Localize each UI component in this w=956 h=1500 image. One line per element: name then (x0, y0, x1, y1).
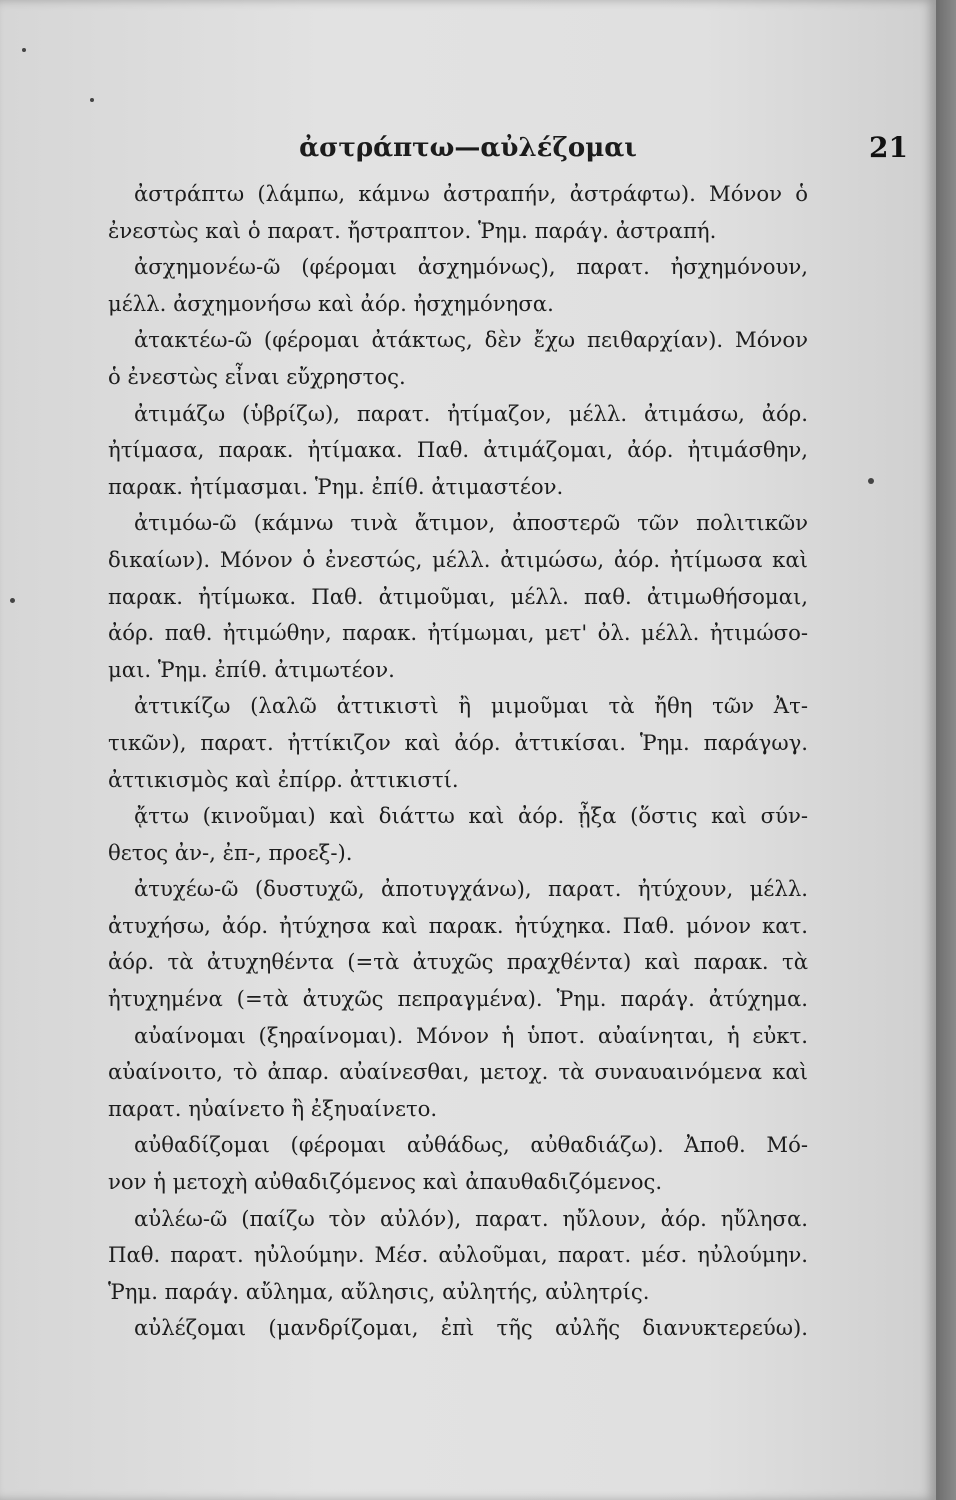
dictionary-entries (108, 176, 808, 1347)
speck-mark (90, 98, 94, 102)
entry-headline: ᾄττω (κινοῦμαι) καὶ διάττω καὶ ἀόρ. ᾖξα (ὅστις καὶ σύν- (134, 803, 808, 829)
entry-headline: ἀτυχέω-ῶ (δυστυχῶ, ἀποτυγχάνω), παρατ. ἠτύχουν, μέλλ. (134, 876, 808, 902)
entry-continuation-line: νον ἡ μετοχὴ αὐθαδιζόμενος καὶ ἀπαυθαδιζόμενος. (108, 1169, 663, 1195)
entry-continuation-line: τικῶν), παρατ. ἠττίκιζον καὶ ἀόρ. ἀττικίσαι. Ῥημ. παράγωγ. (108, 729, 808, 755)
entry-continuation-line: ἀττικισμὸς καὶ ἐπίρρ. ἀττικιστί. (108, 766, 459, 792)
entry-headline: ἀτιμόω-ῶ (κάμνω τινὰ ἄτιμον, ἀποστερῶ τῶν πολιτικῶν (134, 510, 808, 536)
entry-headline: αὐλέζομαι (μανδρίζομαι, ἐπὶ τῆς αὐλῆς διανυκτερεύω). (134, 1315, 808, 1341)
entry-continuation-line: ἐνεστὼς καὶ ὁ παρατ. ἤστραπτον. Ῥημ. παράγ. ἀστραπή. (108, 217, 717, 243)
entry-headline: αὐλέω-ῶ (παίζω τὸν αὐλόν), παρατ. ηὔλουν, ἀόρ. ηὔλησα. (134, 1205, 808, 1231)
entry-continuation-line: ὁ ἐνεστὼς εἶναι εὔχρηστος. (108, 363, 406, 389)
entry-continuation-line: ἠτίμασα, παρακ. ἠτίμακα. Παθ. ἀτιμάζομαι, ἀόρ. ἠτιμάσθην, (108, 437, 808, 463)
entry-headline: ἀττικίζω (λαλῶ ἀττικιστὶ ἢ μιμοῦμαι τὰ ἤθη τῶν Ἀτ- (134, 693, 808, 719)
running-header (0, 128, 936, 168)
header-title: ἀστράπτω—αὐλέζομαι (299, 133, 637, 163)
entry-headline: ἀτιμάζω (ὑβρίζω), παρατ. ἠτίμαζον, μέλλ. ἀτιμάσω, ἀόρ. (134, 400, 808, 426)
entry-headline: αὐθαδίζομαι (φέρομαι αὐθάδως, αὐθαδιάζω). Ἀποθ. Μό- (134, 1132, 808, 1158)
page-number: 21 (869, 131, 908, 164)
entry-continuation-line: παρατ. ηὐαίνετο ἢ ἐξηυαίνετο. (108, 1095, 438, 1121)
entry-continuation-line: παρακ. ἠτίμασμαι. Ῥημ. ἐπίθ. ἀτιμαστέον. (108, 473, 564, 499)
entry-continuation-line: ἀτυχήσω, ἀόρ. ἠτύχησα καὶ παρακ. ἠτύχηκα. Παθ. μόνον κατ. (108, 912, 808, 938)
page-edge-shadow (936, 0, 956, 1500)
entry-continuation-line: θετος ἀν-, ἐπ-, προεξ-). (108, 839, 353, 865)
entry-continuation-line: Παθ. παρατ. ηὐλούμην. Μέσ. αὐλοῦμαι, παρατ. μέσ. ηὐλούμην. (108, 1242, 808, 1268)
speck-mark (22, 48, 26, 52)
entry-headline: ἀτακτέω-ῶ (φέρομαι ἀτάκτως, δὲν ἔχω πειθαρχίαν). Μόνον (134, 327, 808, 353)
entry-continuation-line: μαι. Ῥημ. ἐπίθ. ἀτιμωτέον. (108, 656, 395, 682)
entry-continuation-line: παρακ. ἠτίμωκα. Παθ. ἀτιμοῦμαι, μέλλ. παθ. ἀτιμωθήσομαι, (108, 583, 808, 609)
speck-mark (868, 478, 874, 484)
entry-continuation-line: αὐαίνοιτο, τὸ ἀπαρ. αὐαίνεσθαι, μετοχ. τὰ συναυαινόμενα καὶ (108, 1059, 808, 1085)
entry-continuation-line: Ῥημ. παράγ. αὔλημα, αὔλησις, αὐλητής, αὐλητρίς. (108, 1278, 650, 1304)
entry-headline: ἀστράπτω (λάμπω, κάμνω ἀστραπήν, ἀστράφτω). Μόνον ὁ (134, 181, 808, 206)
entry-continuation-line: δικαίων). Μόνον ὁ ἐνεστώς, μέλλ. ἀτιμώσω, ἀόρ. ἠτίμωσα καὶ (108, 546, 808, 572)
entry-headline: αὐαίνομαι (ξηραίνομαι). Μόνον ἡ ὑποτ. αὐαίνηται, ἡ εὐκτ. (134, 1022, 808, 1048)
speck-mark (10, 598, 15, 603)
entry-continuation-line: ἀόρ. τὰ ἀτυχηθέντα (=τὰ ἀτυχῶς πραχθέντα) καὶ παρακ. τὰ (108, 949, 808, 975)
entry-continuation-line: ἠτυχημένα (=τὰ ἀτυχῶς πεπραγμένα). Ῥημ. παράγ. ἀτύχημα. (108, 986, 808, 1012)
entry-headline: ἀσχημονέω-ῶ (φέρομαι ἀσχημόνως), παρατ. ἠσχημόνουν, (134, 254, 808, 280)
entry-continuation-line: ἀόρ. παθ. ἠτιμώθην, παρακ. ἠτίμωμαι, μετ' ὀλ. μέλλ. ἠτιμώσο- (108, 620, 808, 646)
entry-continuation-line: μέλλ. ἀσχημονήσω καὶ ἀόρ. ἠσχημόνησα. (108, 290, 554, 316)
